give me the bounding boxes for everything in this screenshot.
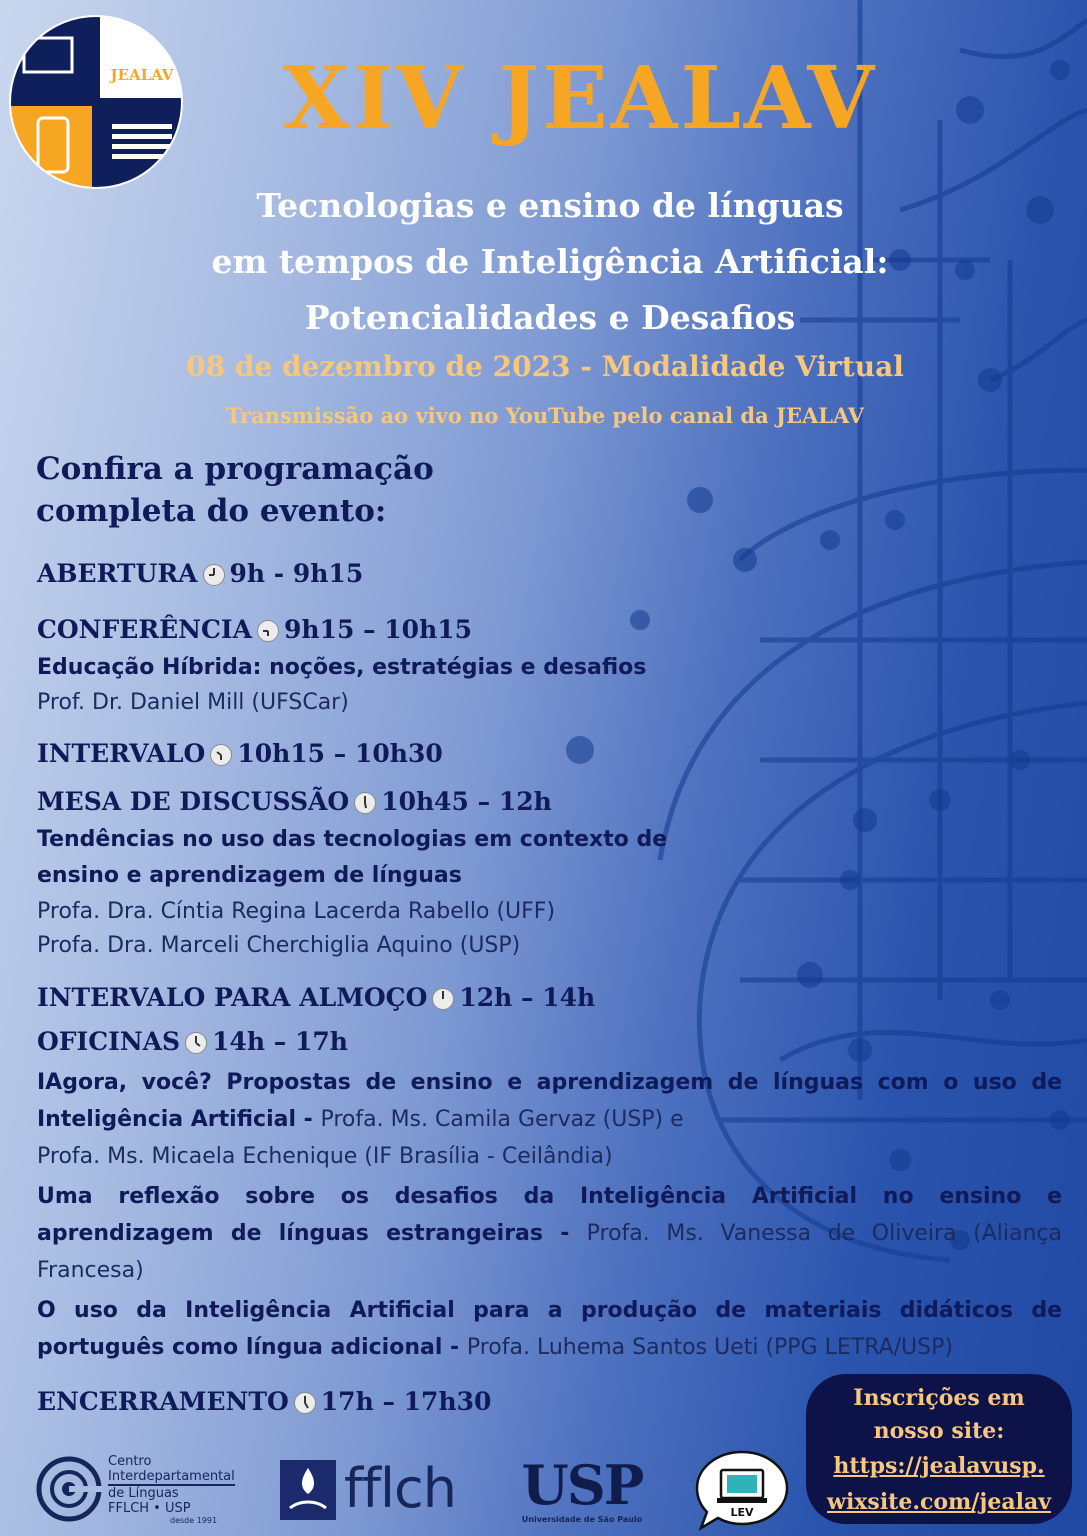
- clock-icon: [293, 1390, 317, 1414]
- section-label: MESA DE DISCUSSÃO: [37, 787, 350, 816]
- fflch-text: fflch: [344, 1457, 456, 1520]
- program-intro-line-1: Confira a programação: [36, 451, 434, 487]
- conferencia-topic: Educação Híbrida: noções, estratégias e desafios: [37, 655, 647, 680]
- workshop-3-speaker: Profa. Luhema Santos Ueti (PPG LETRA/USP): [466, 1335, 953, 1360]
- section-label: OFICINAS: [37, 1027, 181, 1056]
- mesa-speakers: [37, 895, 757, 963]
- registration-line-1: Inscrições em: [853, 1385, 1025, 1411]
- mesa-topic: [37, 822, 757, 894]
- clock-icon: [256, 618, 280, 642]
- fflch-logo: [280, 1458, 470, 1528]
- lev-emblem: [693, 1448, 791, 1532]
- fflch-emblem: [280, 1460, 336, 1520]
- logo-badge-text: JEALAV: [110, 66, 174, 84]
- section-time: 12h – 14h: [459, 983, 596, 1012]
- program-intro-line-2: completa do evento:: [36, 493, 387, 529]
- section-label: ENCERRAMENTO: [37, 1387, 289, 1416]
- cl-line-2: Interdepartamental: [108, 1469, 235, 1484]
- clock-icon: [209, 742, 233, 766]
- section-time: 10h15 – 10h30: [237, 739, 443, 768]
- section-almoco: [37, 981, 595, 1015]
- registration-url-link[interactable]: [806, 1448, 1072, 1520]
- workshop-2-speaker: Profa. Ms. Vanessa de Oliveira (Aliança Francesa): [37, 1221, 1062, 1283]
- workshop-2-title: Uma reflexão sobre os desafios da Inteligência Artificial no ensino e aprendizagem de línguas estrangeiras -: [37, 1184, 1062, 1246]
- section-mesa: [37, 785, 552, 819]
- subtitle-line-2: em tempos de Inteligência Artificial:: [211, 242, 889, 281]
- registration-url-2[interactable]: wixsite.com/jealav: [827, 1489, 1051, 1515]
- cl-line-1: Centro: [108, 1454, 152, 1469]
- mesa-topic-line-1: Tendências no uso das tecnologias em contexto de: [37, 827, 668, 852]
- clock-icon: [202, 562, 226, 586]
- registration-line-2: nosso site:: [873, 1418, 1005, 1444]
- workshop-1: [37, 1064, 1062, 1175]
- lev-text: LEV: [730, 1506, 754, 1519]
- workshop-1-title: IAgora, você? Propostas de ensino e aprendizagem de línguas com o uso de Inteligência Artificial -: [37, 1070, 1062, 1132]
- section-oficinas: [37, 1025, 348, 1059]
- section-time: 10h45 – 12h: [381, 787, 552, 816]
- section-time: 9h15 – 10h15: [284, 615, 473, 644]
- section-time: 9h - 9h15: [229, 559, 364, 588]
- cl-line-4: FFLCH • USP: [108, 1501, 191, 1516]
- event-date: 08 de dezembro de 2023 - Modalidade Virtual: [186, 350, 904, 383]
- workshop-2: [37, 1178, 1062, 1289]
- mesa-topic-line-2: ensino e aprendizagem de línguas: [37, 863, 462, 888]
- clock-icon: [353, 790, 377, 814]
- clock-icon: [431, 986, 455, 1010]
- workshop-1-speaker-2: Profa. Ms. Micaela Echenique (IF Brasília - Ceilândia): [37, 1144, 613, 1169]
- conferencia-speaker: Prof. Dr. Daniel Mill (UFSCar): [37, 690, 349, 715]
- subtitle-line-3: Potencialidades e Desafios: [304, 298, 796, 337]
- jealav-logo: [8, 14, 184, 190]
- subtitle-line-1: Tecnologias e ensino de línguas: [256, 186, 844, 225]
- section-intervalo: [37, 737, 443, 771]
- section-conferencia: [37, 613, 472, 647]
- cl-since: desde 1991: [170, 1516, 218, 1525]
- stream-info: Transmissão ao vivo no YouTube pelo canal da JEALAV: [225, 403, 865, 428]
- registration-box: [806, 1374, 1072, 1524]
- lev-logo: [693, 1448, 791, 1532]
- workshop-3: [37, 1292, 1062, 1366]
- cl-line-3: de Línguas: [108, 1486, 179, 1501]
- program-intro: [36, 448, 596, 532]
- section-abertura: [37, 557, 363, 591]
- section-encerramento: [37, 1385, 491, 1419]
- usp-logo: [512, 1453, 652, 1532]
- section-label: INTERVALO: [37, 739, 206, 768]
- mesa-speaker-2: Profa. Dra. Marceli Cherchiglia Aquino (USP): [37, 933, 521, 958]
- section-time: 14h – 17h: [212, 1027, 348, 1056]
- usp-subtext: Universidade de São Paulo: [521, 1515, 643, 1524]
- clock-icon: [184, 1030, 208, 1054]
- section-label: CONFERÊNCIA: [37, 615, 253, 644]
- event-subtitle: [150, 178, 950, 346]
- workshop-3-title: O uso da Inteligência Artificial para a produção de materiais didáticos de português como língua adicional -: [37, 1298, 1062, 1360]
- centro-linguas-logo: [36, 1452, 246, 1532]
- section-label: INTERVALO PARA ALMOÇO: [37, 983, 428, 1012]
- mesa-speaker-1: Profa. Dra. Cíntia Regina Lacerda Rabello (UFF): [37, 899, 556, 924]
- workshop-1-speaker-1: Profa. Ms. Camila Gervaz (USP) e: [320, 1107, 684, 1132]
- section-label: ABERTURA: [37, 559, 198, 588]
- usp-text: USP: [521, 1453, 643, 1517]
- section-time: 17h – 17h30: [320, 1387, 492, 1416]
- event-title: XIV JEALAV: [282, 48, 878, 149]
- centro-linguas-emblem: [36, 1456, 102, 1522]
- registration-url-1[interactable]: https://jealavusp.: [833, 1453, 1045, 1479]
